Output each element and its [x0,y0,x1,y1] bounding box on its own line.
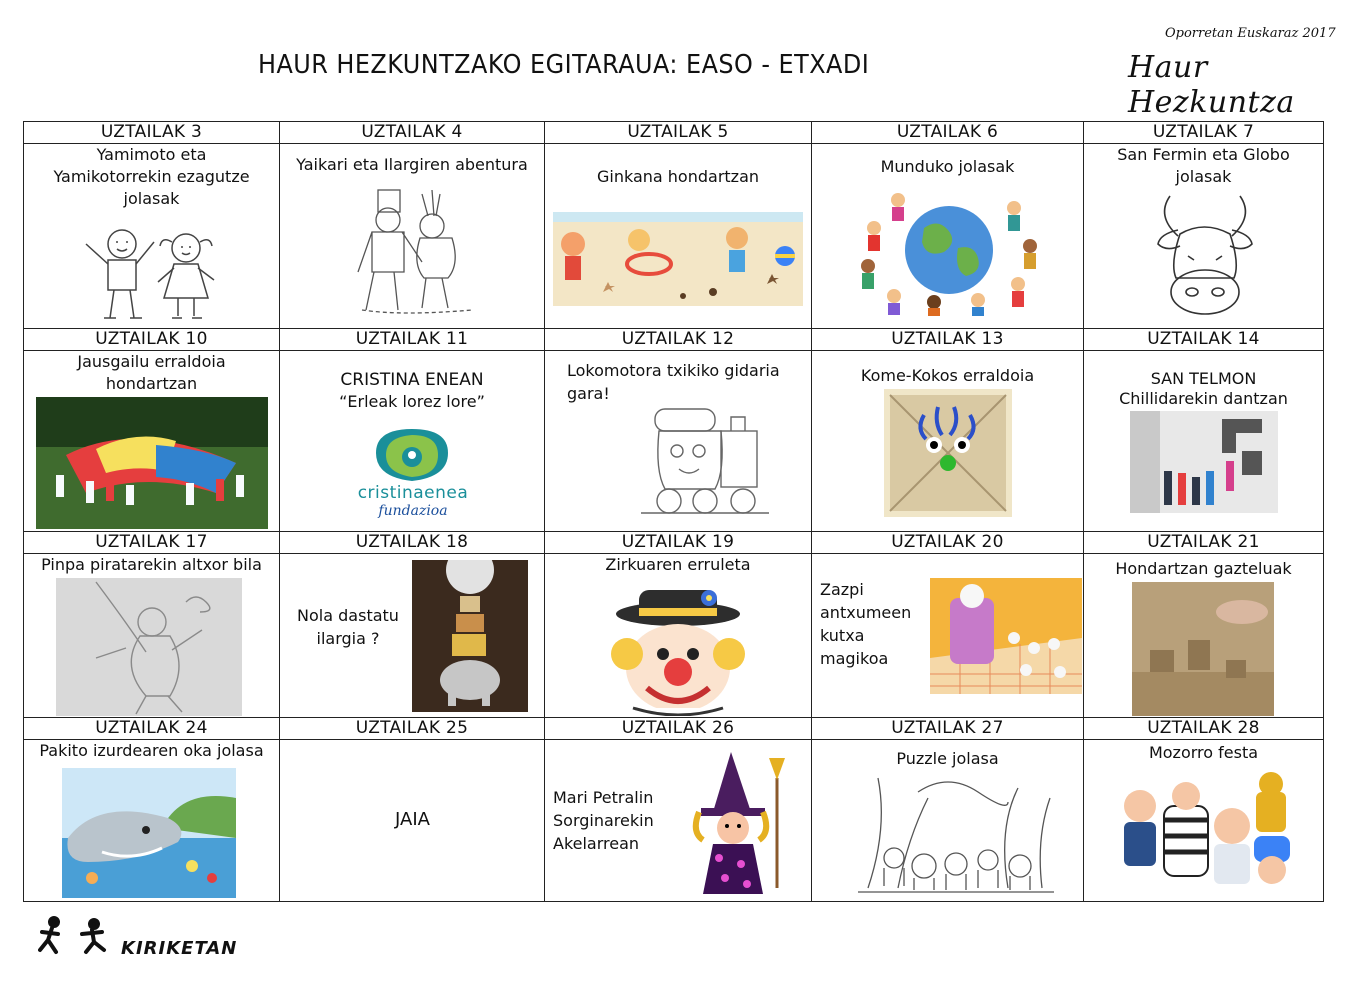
animals-moon-illustration-icon [412,560,528,712]
schedule-table [23,121,1324,902]
day-date: UZTAILAK 3 [24,122,280,144]
day-date: UZTAILAK 20 [812,531,1084,553]
kids-drawing-icon [74,222,234,324]
activity-text: Mari Petralin Sorginarekin Akelarrean [553,787,654,853]
day-date: UZTAILAK 17 [24,531,280,553]
activity-text: Yaikari eta Ilargiren abentura [296,155,528,175]
day-date: UZTAILAK 21 [1084,531,1324,553]
activity-text: JAIA [395,808,430,830]
day-date: UZTAILAK 25 [280,717,545,739]
day-date: UZTAILAK 13 [812,329,1084,351]
week-2-header-row [24,329,1324,351]
activity-text: Pakito izurdearen oka jolasa [39,740,264,760]
corner-heading: Haur Hezkuntza [1128,50,1295,120]
activity-subtext: “Erleak lorez lore” [339,392,485,412]
day-cell [280,553,545,717]
day-date: UZTAILAK 14 [1084,329,1324,351]
week-3-content-row [24,553,1324,717]
day-date: UZTAILAK 18 [280,531,545,553]
activity-text: San Fermin eta Globo jolasak [1117,145,1290,187]
activity-text: Jausgailu erraldoia hondartzan [77,352,226,394]
week-2-content-row [24,351,1324,531]
peacock-logo-icon [372,427,452,483]
day-date: UZTAILAK 5 [545,122,812,144]
day-cell [1084,351,1324,531]
activity-text: Munduko jolasak [880,157,1015,177]
bull-drawing-icon [1150,190,1260,322]
logo-main-text: cristinaenea [357,483,469,504]
fortune-teller-paper-icon [884,389,1012,517]
costumed-kids-illustration-icon [1104,766,1304,898]
activity-text: Puzzle jolasa [896,748,999,768]
corner-subtitle: Oporretan Euskaraz 2017 [1165,26,1336,41]
day-cell [280,351,545,531]
activity-text: Yamimoto eta Yamikotorrekin ezagutze jolasak [53,145,250,209]
day-cell [545,739,812,901]
day-cell [1084,739,1324,901]
day-date: UZTAILAK 6 [812,122,1084,144]
world-children-illustration-icon [854,188,1044,316]
page-title: HAUR HEZKUNTZAKO EGITARAUA: EASO - ETXADI [258,50,870,80]
dolphin-illustration-icon [62,768,236,898]
week-4-content-row [24,739,1324,901]
week-1-header-row [24,122,1324,144]
activity-text: Nola dastatu ilargia ? [297,605,399,648]
day-cell [24,553,280,717]
day-cell [545,144,812,329]
kiriketan-logo-icon [38,916,118,956]
week-4-header-row [24,717,1324,739]
day-cell [545,351,812,531]
day-cell [24,739,280,901]
day-cell [545,553,812,717]
activity-text: Kome-Kokos erraldoia [860,366,1035,386]
activity-subtext: Chillidarekin dantzan [1119,389,1288,409]
day-date: UZTAILAK 7 [1084,122,1324,144]
day-date: UZTAILAK 12 [545,329,812,351]
day-cell [24,144,280,329]
week-1-content-row [24,144,1324,329]
day-date: UZTAILAK 27 [812,717,1084,739]
activity-text: Pinpa piratarekin altxor bila [41,554,262,574]
activity-text: Mozorro festa [1148,742,1259,762]
activity-text: CRISTINA ENEAN [340,370,484,391]
day-cell [280,144,545,329]
chillida-sculpture-photo-icon [1130,411,1278,513]
day-date: UZTAILAK 4 [280,122,545,144]
activity-text: Hondartzan gazteluak [1115,558,1292,578]
day-date: UZTAILAK 10 [24,329,280,351]
day-cell [812,553,1084,717]
day-date: UZTAILAK 26 [545,717,812,739]
sandcastle-photo-icon [1132,582,1274,716]
day-cell [812,739,1084,901]
week-3-header-row [24,531,1324,553]
train-drawing-icon [635,401,775,521]
parachute-photo-icon [36,397,268,529]
day-cell [1084,553,1324,717]
goats-box-illustration-icon [930,578,1082,694]
day-cell [280,739,545,901]
activity-text: Ginkana hondartzan [596,167,760,187]
day-cell [812,351,1084,531]
day-date: UZTAILAK 28 [1084,717,1324,739]
activity-text: SAN TELMON [1150,369,1257,389]
day-cell [1084,144,1324,329]
indian-kids-drawing-icon [342,186,482,316]
activity-text: Lokomotora txikiko gidaria gara! [567,361,780,404]
logo-sub-text: fundazioa [378,503,448,520]
puzzle-drawing-icon [858,772,1054,896]
beach-kids-illustration-icon [553,212,803,306]
day-date: UZTAILAK 11 [280,329,545,351]
activity-text: Zirkuaren erruleta [605,554,751,574]
day-cell [812,144,1084,329]
kiriketan-logo-text: KIRIKETAN [121,938,238,959]
day-date: UZTAILAK 24 [24,717,280,739]
day-date: UZTAILAK 19 [545,531,812,553]
clown-illustration-icon [593,584,763,716]
activity-text: Zazpi antxumeen kutxa magikoa [820,579,912,668]
pirate-drawing-icon [56,578,242,716]
day-cell [24,351,280,531]
witch-illustration-icon [685,748,797,900]
